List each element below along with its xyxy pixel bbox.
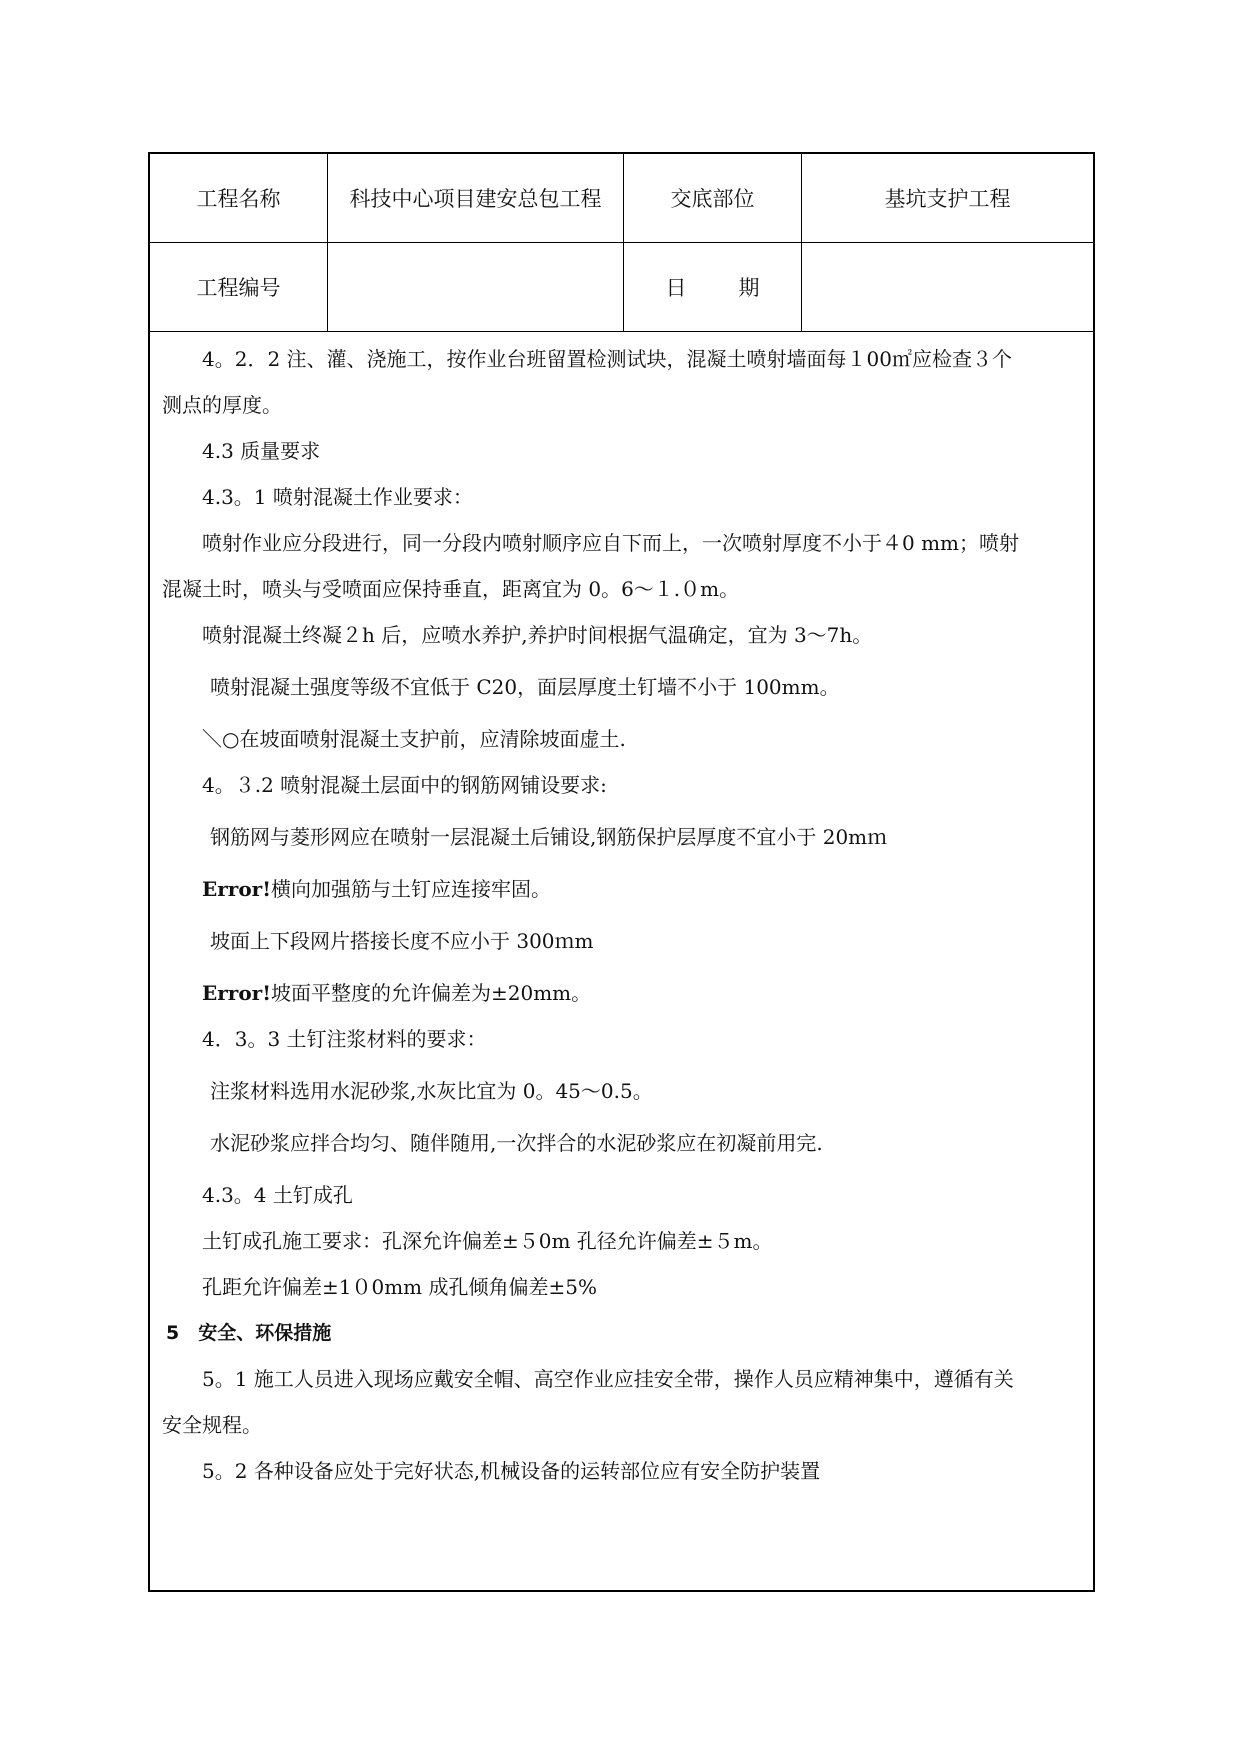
paragraph-flatness-text: 坡面平整度的允许偏差为±20mm。 — [270, 981, 592, 1005]
paragraph-reinforcement — [150, 866, 1093, 912]
disclosure-content — [150, 336, 1093, 1494]
header-row-1 — [150, 154, 1093, 243]
paragraph-clear-soil: ＼○在坡面喷射混凝土支护前，应清除坡面虚土. — [202, 727, 626, 751]
heading-4-3-2: 4。３.2 喷射混凝土层面中的钢筋网铺设要求: — [202, 773, 607, 797]
project-name-label: 工程名称 — [150, 154, 328, 243]
paragraph-4-2-2: 4。2．2 注、灌、浇施工，按作业台班留置检测试块，混凝土喷射墙面每１00㎡应检查３个 — [202, 347, 1012, 371]
header-table — [150, 154, 1093, 332]
header-row-2 — [150, 243, 1093, 332]
paragraph-curing: 喷射混凝土终凝２h 后，应喷水养护,养护时间根据气温确定，宜为 3～7h。 — [202, 623, 873, 647]
disclosure-part-label: 交底部位 — [624, 154, 802, 243]
paragraph-spray-1-cont: 混凝土时，喷头与受喷面应保持垂直，距离宜为 0。6～１.０m。 — [162, 577, 740, 601]
project-no-value — [328, 243, 624, 332]
paragraph-overlap: 坡面上下段网片搭接长度不应小于 300ｍm — [210, 929, 594, 953]
paragraph-hole-req: 土钉成孔施工要求：孔深允许偏差±５0m 孔径允许偏差±５m。 — [202, 1229, 773, 1253]
paragraph-mesh: 钢筋网与菱形网应在喷射一层混凝土后铺设,钢筋保护层厚度不宜小于 20mｍ — [210, 825, 888, 849]
date-label-part-2: 期 — [738, 276, 760, 300]
paragraph-5-1: 5。1 施工人员进入现场应戴安全帽、高空作业应挂安全带，操作人员应精神集中，遵循有关 — [202, 1367, 1014, 1391]
project-name-value: 科技中心项目建安总包工程 — [328, 154, 624, 243]
paragraph-strength: 喷射混凝土强度等级不宜低于 C20，面层厚度土钉墙不小于 100mm。 — [210, 675, 840, 699]
paragraph-flatness — [150, 970, 1093, 1016]
heading-4-3-3: 4．3。3 土钉注浆材料的要求： — [202, 1027, 487, 1051]
date-label — [624, 243, 802, 332]
heading-4-3-4: 4.3。4 土钉成孔 — [202, 1183, 353, 1207]
technical-disclosure-sheet — [148, 152, 1095, 1592]
paragraph-hole-spacing: 孔距允许偏差±1０0mm 成孔倾角偏差±5% — [202, 1275, 597, 1299]
error-marker: Error! — [202, 981, 271, 1005]
paragraph-4-2-2-cont: 测点的厚度。 — [162, 393, 282, 417]
paragraph-5-1-cont: 安全规程。 — [162, 1413, 262, 1437]
date-label-part-1: 日 — [665, 276, 687, 300]
project-no-label: 工程编号 — [150, 243, 328, 332]
error-marker: Error! — [202, 877, 271, 901]
paragraph-spray-1: 喷射作业应分段进行，同一分段内喷射顺序应自下而上，一次喷射厚度不小于４0 mm；喷射 — [202, 531, 1020, 555]
date-value — [802, 243, 1094, 332]
paragraph-grout-material: 注浆材料选用水泥砂浆,水灰比宜为 0。45～0.5。 — [210, 1079, 653, 1103]
section-5-heading: 5 安全、环保措施 — [166, 1322, 332, 1344]
paragraph-reinforcement-text: 横向加强筋与土钉应连接牢固。 — [270, 877, 551, 901]
paragraph-5-2: 5。2 各种设备应处于完好状态,机械设备的运转部位应有安全防护装置 — [202, 1459, 821, 1483]
paragraph-grout-mixing: 水泥砂浆应拌合均匀、随伴随用,一次拌合的水泥砂浆应在初凝前用完. — [210, 1131, 823, 1155]
heading-4-3: 4.3 质量要求 — [202, 439, 321, 463]
heading-4-3-1: 4.3。1 喷射混凝土作业要求： — [202, 485, 473, 509]
disclosure-part-value: 基坑支护工程 — [802, 154, 1094, 243]
